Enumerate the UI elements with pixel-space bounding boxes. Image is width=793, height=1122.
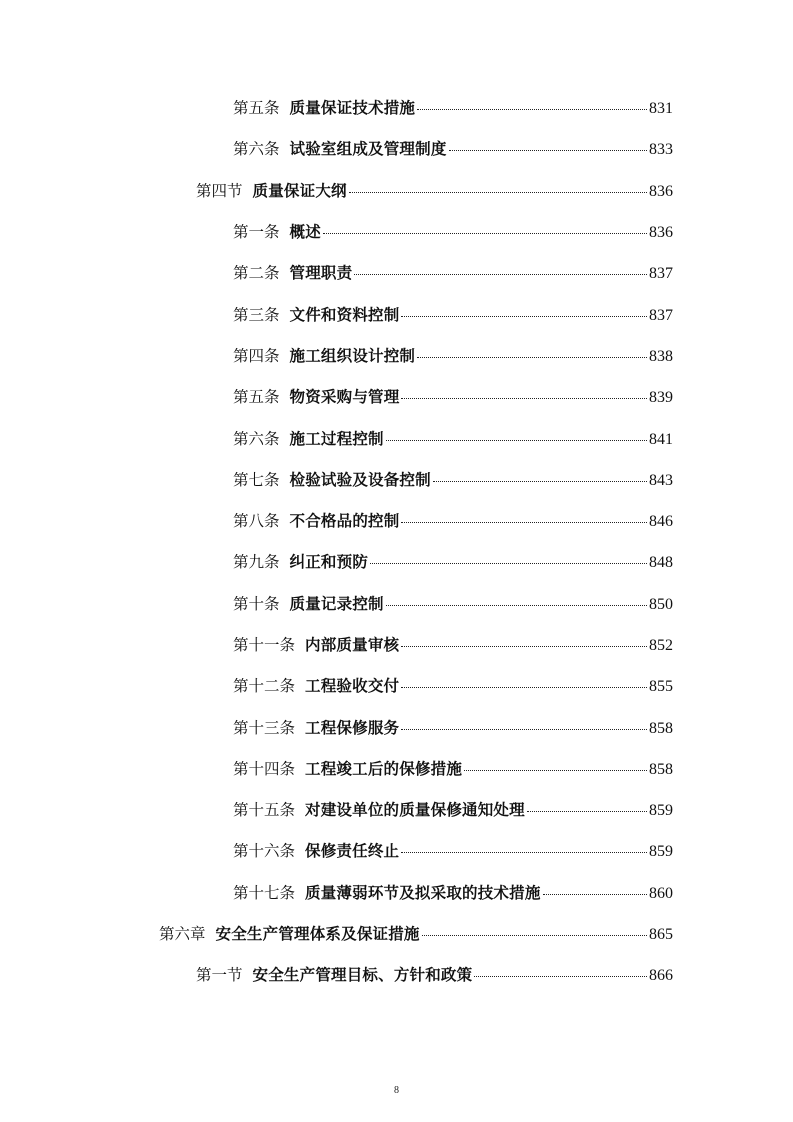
toc-entry-title: 概述 xyxy=(289,223,321,242)
toc-entry-page: 850 xyxy=(649,595,673,613)
toc-entry-title: 不合格品的控制 xyxy=(289,512,400,531)
toc-entry-page: 837 xyxy=(649,265,673,283)
toc-dot-leader xyxy=(401,852,647,853)
toc-entry[interactable] xyxy=(0,749,793,790)
toc-entry-number: 第五条 xyxy=(233,388,280,407)
toc-entry[interactable] xyxy=(0,336,793,377)
toc-entry-number: 第一条 xyxy=(233,223,280,242)
toc-entry-title: 工程验收交付 xyxy=(305,677,400,696)
toc-entry-page: 848 xyxy=(649,554,673,572)
toc-entry-page: 866 xyxy=(649,967,673,985)
toc-entry-title: 施工组织设计控制 xyxy=(289,346,416,365)
toc-entry-title: 工程竣工后的保修措施 xyxy=(305,759,463,778)
toc-entry-title: 物资采购与管理 xyxy=(289,388,400,407)
toc-entry-page: 833 xyxy=(649,141,673,159)
toc-entry-page: 837 xyxy=(649,306,673,324)
toc-dot-leader xyxy=(323,233,647,234)
toc-entry-title: 工程保修服务 xyxy=(305,718,400,737)
toc-entry-title: 施工过程控制 xyxy=(289,429,384,448)
toc-dot-leader xyxy=(401,687,647,688)
toc-entry[interactable] xyxy=(0,253,793,294)
toc-entry-title: 质量薄弱环节及拟采取的技术措施 xyxy=(305,883,541,902)
toc-dot-leader xyxy=(401,316,647,317)
toc-entry-number: 第一节 xyxy=(196,966,243,985)
toc-entry-number: 第十六条 xyxy=(233,842,296,861)
toc-dot-leader xyxy=(449,150,647,151)
toc-entry-number: 第十二条 xyxy=(233,677,296,696)
toc-entry[interactable] xyxy=(0,418,793,459)
toc-entry-number: 第十三条 xyxy=(233,718,296,737)
toc-entry[interactable] xyxy=(0,914,793,955)
toc-entry[interactable] xyxy=(0,129,793,170)
toc-entry-page: 846 xyxy=(649,513,673,531)
toc-dot-leader xyxy=(422,935,647,936)
toc-entry-title: 试验室组成及管理制度 xyxy=(289,140,447,159)
toc-dot-leader xyxy=(354,274,647,275)
toc-entry-title: 安全生产管理目标、方针和政策 xyxy=(252,966,473,985)
toc-entry[interactable] xyxy=(0,625,793,666)
toc-entry-number: 第六条 xyxy=(233,429,280,448)
toc-entry-number: 第十七条 xyxy=(233,883,296,902)
toc-dot-leader xyxy=(417,357,647,358)
toc-entry-page: 838 xyxy=(649,347,673,365)
toc-entry-page: 859 xyxy=(649,802,673,820)
toc-dot-leader xyxy=(464,770,647,771)
toc-entry-number: 第十四条 xyxy=(233,759,296,778)
toc-entry-number: 第二条 xyxy=(233,264,280,283)
toc-entry-page: 858 xyxy=(649,719,673,737)
toc-dot-leader xyxy=(527,811,647,812)
toc-entry[interactable] xyxy=(0,460,793,501)
toc-entry-page: 860 xyxy=(649,884,673,902)
toc-dot-leader xyxy=(433,481,647,482)
toc-entry-page: 852 xyxy=(649,637,673,654)
toc-entry-number: 第三条 xyxy=(233,305,280,324)
toc-entry-page: 855 xyxy=(649,678,673,696)
toc-entry[interactable] xyxy=(0,501,793,542)
toc-entry-page: 831 xyxy=(649,100,673,118)
toc-entry-page: 836 xyxy=(649,224,673,242)
toc-entry-number: 第七条 xyxy=(233,470,280,489)
toc-entry[interactable] xyxy=(0,584,793,625)
toc-entry[interactable] xyxy=(0,377,793,418)
table-of-contents xyxy=(0,88,793,997)
toc-dot-leader xyxy=(401,729,647,730)
toc-entry-number: 第十条 xyxy=(233,594,280,613)
toc-dot-leader xyxy=(370,563,647,564)
toc-entry-number: 第四条 xyxy=(233,346,280,365)
toc-dot-leader xyxy=(349,192,647,193)
toc-entry[interactable] xyxy=(0,873,793,914)
toc-entry-number: 第八条 xyxy=(233,512,280,531)
toc-entry[interactable] xyxy=(0,542,793,583)
toc-dot-leader xyxy=(386,605,647,606)
toc-dot-leader xyxy=(417,109,647,110)
toc-entry-title: 安全生产管理体系及保证措施 xyxy=(215,925,420,944)
toc-dot-leader xyxy=(401,398,647,399)
toc-entry[interactable] xyxy=(0,171,793,212)
toc-entry-number: 第十五条 xyxy=(233,801,296,820)
toc-entry-title: 检验试验及设备控制 xyxy=(289,470,431,489)
toc-entry[interactable] xyxy=(0,831,793,872)
toc-entry[interactable] xyxy=(0,212,793,253)
toc-entry-number: 第六条 xyxy=(233,140,280,159)
toc-entry-number: 第九条 xyxy=(233,553,280,572)
toc-entry-page: 839 xyxy=(649,389,673,407)
toc-dot-leader xyxy=(386,440,647,441)
toc-entry-number: 第四节 xyxy=(196,181,243,200)
toc-entry-number: 第五条 xyxy=(233,99,280,118)
toc-entry-title: 文件和资料控制 xyxy=(289,305,400,324)
toc-entry-page: 859 xyxy=(649,843,673,861)
toc-entry-title: 质量保证大纲 xyxy=(252,181,347,200)
toc-entry[interactable] xyxy=(0,955,793,996)
toc-entry-title: 内部质量审核 xyxy=(305,636,400,654)
toc-dot-leader xyxy=(474,976,647,977)
toc-entry-title: 纠正和预防 xyxy=(289,553,369,572)
toc-entry[interactable] xyxy=(0,88,793,129)
toc-entry-page: 841 xyxy=(649,430,673,448)
toc-dot-leader xyxy=(401,646,647,647)
toc-dot-leader xyxy=(401,522,647,523)
toc-entry[interactable] xyxy=(0,666,793,707)
toc-entry-title: 对建设单位的质量保修通知处理 xyxy=(305,801,525,820)
toc-dot-leader xyxy=(543,894,647,895)
toc-entry-page: 843 xyxy=(649,471,673,489)
toc-entry-title: 管理职责 xyxy=(289,264,353,283)
toc-entry-page: 858 xyxy=(649,760,673,778)
toc-entry[interactable] xyxy=(0,294,793,335)
toc-entry-title: 保修责任终止 xyxy=(305,842,400,861)
toc-entry-number: 第六章 xyxy=(159,925,206,944)
page-number: 8 xyxy=(394,1085,399,1096)
toc-entry[interactable] xyxy=(0,707,793,748)
toc-entry-number: 第十一条 xyxy=(233,636,296,654)
toc-entry-title: 质量保证技术措施 xyxy=(289,99,416,118)
toc-entry-page: 865 xyxy=(649,926,673,944)
toc-entry-page: 836 xyxy=(649,182,673,200)
toc-entry-title: 质量记录控制 xyxy=(289,594,384,613)
toc-entry[interactable] xyxy=(0,790,793,831)
